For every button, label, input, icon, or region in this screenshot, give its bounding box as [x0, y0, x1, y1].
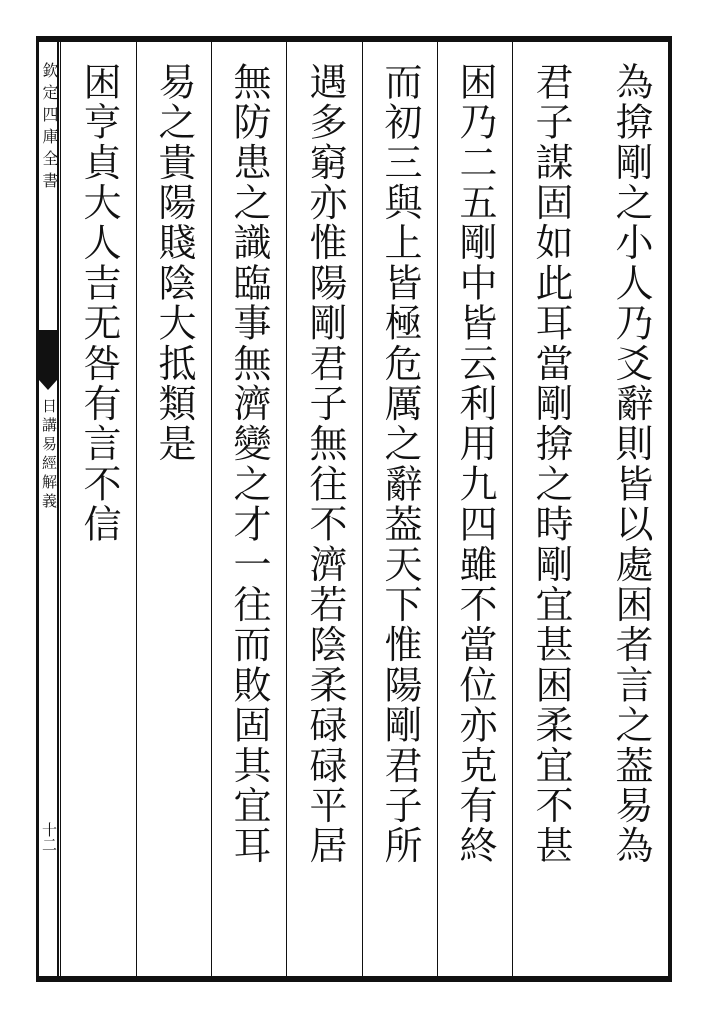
text-column-6: [211, 42, 286, 976]
column-text: 無防患之識臨事無濟變之才一往而敗固其宜耳: [227, 62, 271, 866]
text-column-1: [588, 42, 668, 976]
page-number: 十二: [40, 822, 58, 852]
text-column-4: [362, 42, 437, 976]
text-column-8: [60, 42, 136, 976]
column-text: 困亨貞大人吉无咎有言不信: [77, 62, 121, 545]
fish-tail-mark-icon: [39, 330, 57, 380]
section-title: 日講易經解義: [40, 398, 58, 512]
column-text: 為揜剛之小人乃爻辭則皆以處困者言之葢易為: [609, 62, 653, 866]
text-column-5: [286, 42, 362, 976]
column-text: 易之貴陽賤陰大抵類是: [152, 62, 196, 464]
margin-column: [39, 42, 59, 976]
column-text: 困乃二五剛中皆云利用九四雖不當位亦克有終: [453, 62, 497, 866]
text-column-7: [136, 42, 211, 976]
column-text: 遇多窮亦惟陽剛君子無往不濟若陰柔碌碌平居: [303, 62, 347, 866]
text-column-3: [437, 42, 512, 976]
column-text: 而初三與上皆極危厲之辭葢天下惟陽剛君子所: [378, 62, 422, 866]
book-title: 欽定四庫全書: [40, 62, 59, 194]
column-text: 君子謀固如此耳當剛揜之時剛宜甚困柔宜不甚: [529, 62, 573, 866]
text-column-2: [512, 42, 588, 976]
